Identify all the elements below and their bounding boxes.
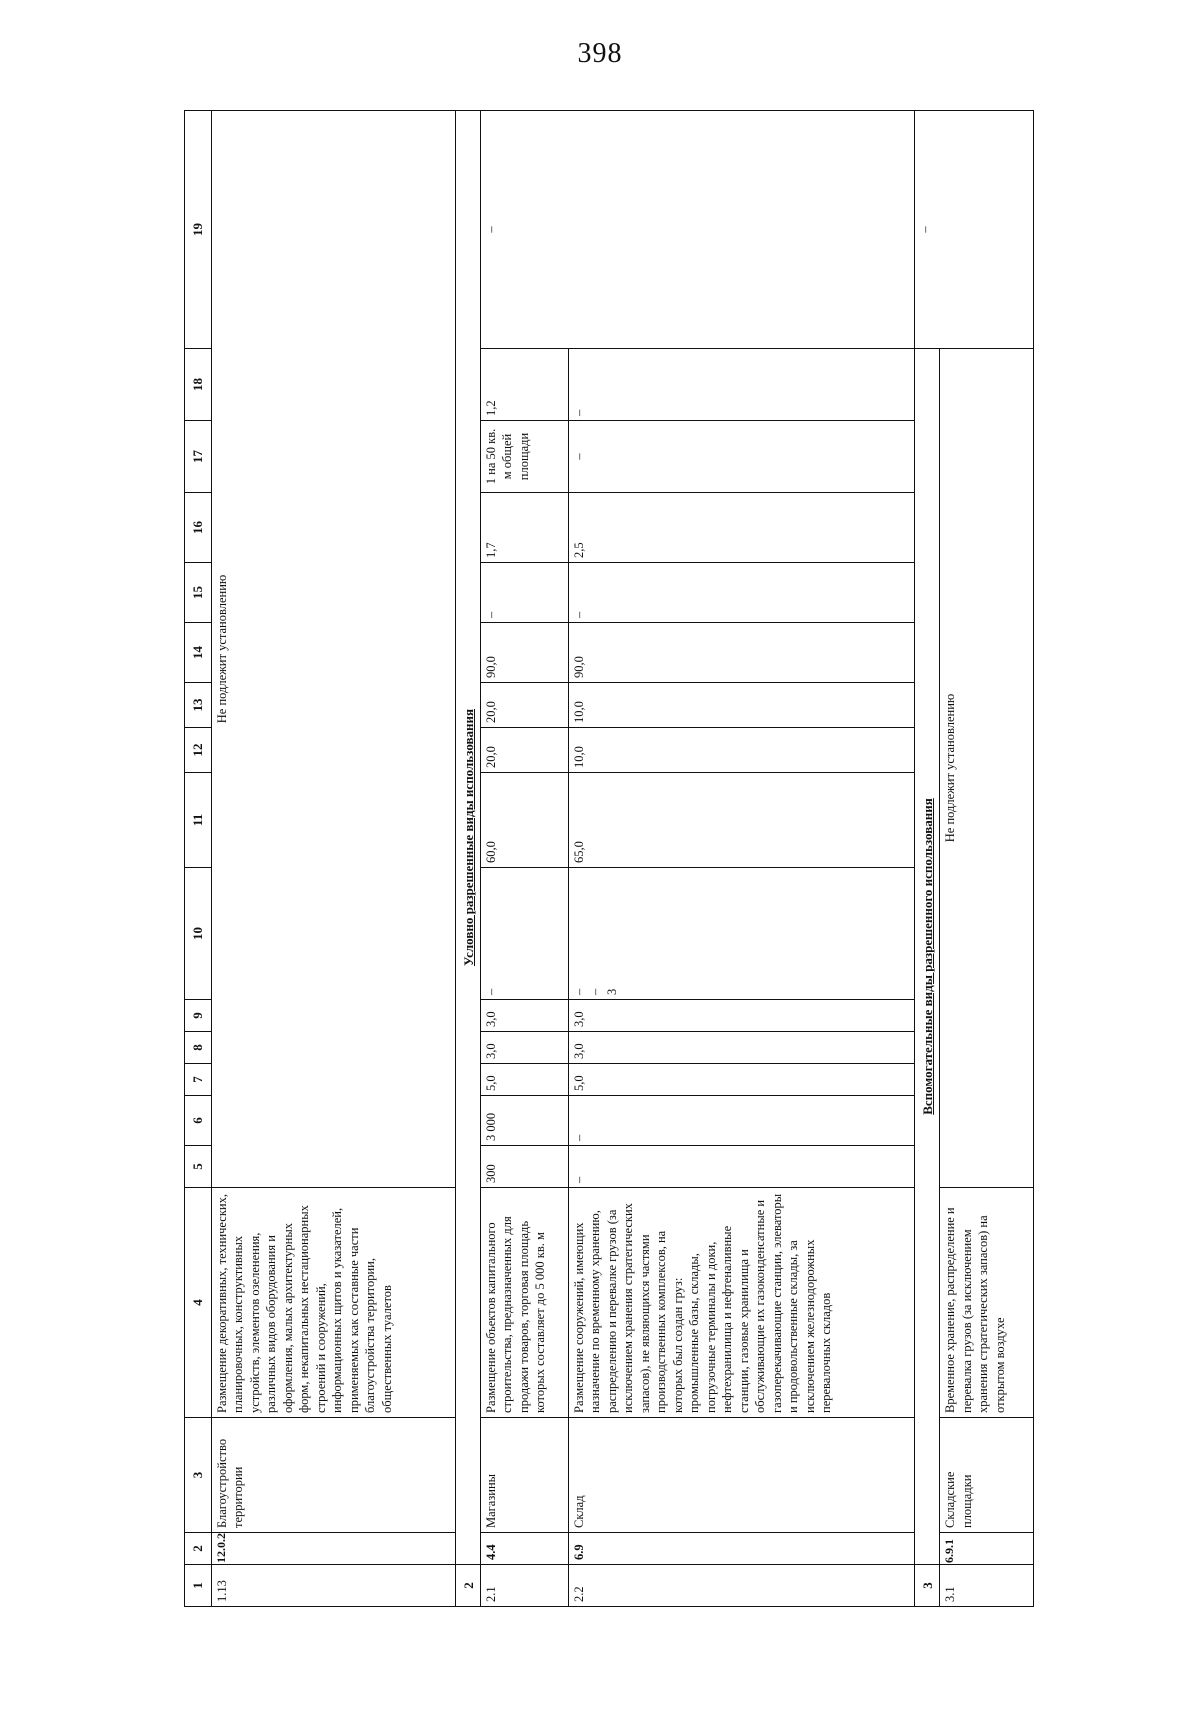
use-description: Размещение декоративных, технических, планировочных, конструктивных устройств, элементов озеленения, различных видов оборудования и оформления, малых архитектурных форм, некапитальных нестационарных строений и сооружений, информационных щитов и указателей, применяемых как составные части благоустройства территории, общественных туалетов [211,1188,456,1418]
cell-c9: 3,0 [480,1000,568,1032]
column-header: 18 [185,349,212,421]
table-row-1-13 [211,111,456,1607]
cell-c13: 10,0 [568,683,915,728]
column-header: 10 [185,868,212,1000]
cell-c15: – [480,563,568,623]
row-number: 3.1 [940,1565,1034,1607]
use-description: Размещение объектов капитального строительства, предназначенных для продажи товаров, торговая площадь которых составляет до 5 000 кв. м [480,1188,568,1418]
cell-c11: 60,0 [480,773,568,868]
section-number: 3 [915,1565,940,1607]
header-row [185,111,212,1607]
column-header: 19 [185,111,212,349]
cell-c15: – [568,563,915,623]
column-header: 1 [185,1565,212,1607]
use-code: 12.0.2 [211,1533,456,1565]
section-title: Вспомогательные виды разрешенного использования [915,349,940,1565]
use-name: Склад [568,1418,915,1533]
column-header: 17 [185,421,212,493]
row-number: 2.2 [568,1565,915,1607]
use-name: Складские площадки [940,1418,1034,1533]
cell-c7: 5,0 [568,1064,915,1096]
column-header: 2 [185,1533,212,1565]
land-use-regulations-table [184,110,1034,1607]
column-header: 14 [185,623,212,683]
cell-c5: – [568,1146,915,1188]
use-description: Размещение сооружений, имеющих назначение по временному хранению, распределению и перевалке грузов (за исключением хранения стратегических запасов), не являющихся частями производственных комплексов, на которых был создан груз: промышленные базы, склады, погрузочные терминалы и доки, нефтехранилища и нефтеналивные станции, газовые хранилища и обслуживающие их газоконденсатные и газоперекачивающие станции, элеваторы и продовольственные склады, за исключением железнодорожных перевалочных складов [568,1188,915,1418]
cell-c10-line: – [571,988,586,995]
row-number: 2.1 [480,1565,568,1607]
use-code: 6.9 [568,1533,915,1565]
cell-c10: – [480,868,568,1000]
cell-c12: 20,0 [480,728,568,773]
cell-c5: 300 [480,1146,568,1188]
column-header: 15 [185,563,212,623]
column-header: 3 [185,1418,212,1533]
cell-c14: 90,0 [568,623,915,683]
cell-c10-line: 3 [604,988,619,995]
column-header: 13 [185,683,212,728]
cell-c10-line: – [588,988,603,995]
column-header: 12 [185,728,212,773]
cell-c13: 20,0 [480,683,568,728]
cell-c7: 5,0 [480,1064,568,1096]
rotated-table-container [184,110,1034,1607]
use-code: 6.9.1 [940,1533,1034,1565]
use-name: Благоустройство территории [211,1418,456,1533]
column-header: 4 [185,1188,212,1418]
cell-c17: – [568,421,915,493]
column-header: 16 [185,493,212,563]
column-header: 6 [185,1096,212,1146]
column-header: 11 [185,773,212,868]
page-number: 398 [577,38,623,69]
cell-c18: 1,2 [480,349,568,421]
section-row-3 [915,111,940,1607]
use-code: 4.4 [480,1533,568,1565]
row-number: 1.13 [211,1565,456,1607]
cell-c18: – [568,349,915,421]
section-row-2 [456,111,481,1607]
section-number: 2 [456,1565,481,1607]
column-header: 8 [185,1032,212,1064]
cell-c14: 90,0 [480,623,568,683]
column-header: 9 [185,1000,212,1032]
not-applicable-note: Не подлежит установлению [211,111,456,1188]
section-title: Условно разрешенные виды использования [456,111,481,1565]
cell-c6: 3 000 [480,1096,568,1146]
cell-c12: 10,0 [568,728,915,773]
cell-c11: 65,0 [568,773,915,868]
cell-c19: – [915,111,1034,349]
column-header: 7 [185,1064,212,1096]
cell-c16: 1,7 [480,493,568,563]
cell-c16: 2,5 [568,493,915,563]
cell-c8: 3,0 [568,1032,915,1064]
cell-c8: 3,0 [480,1032,568,1064]
cell-c19: – [480,111,915,349]
table-row-2-1 [480,111,568,1607]
not-applicable-note: Не подлежит установлению [940,349,1034,1188]
cell-c17: 1 на 50 кв. м общей площади [480,421,568,493]
column-header: 5 [185,1146,212,1188]
cell-c9: 3,0 [568,1000,915,1032]
use-name: Магазины [480,1418,568,1533]
cell-c10 [568,868,915,1000]
use-description: Временное хранение, распределение и перевалка грузов (за исключением хранения стратегических запасов) на открытом воздухе [940,1188,1034,1418]
cell-c6: – [568,1096,915,1146]
